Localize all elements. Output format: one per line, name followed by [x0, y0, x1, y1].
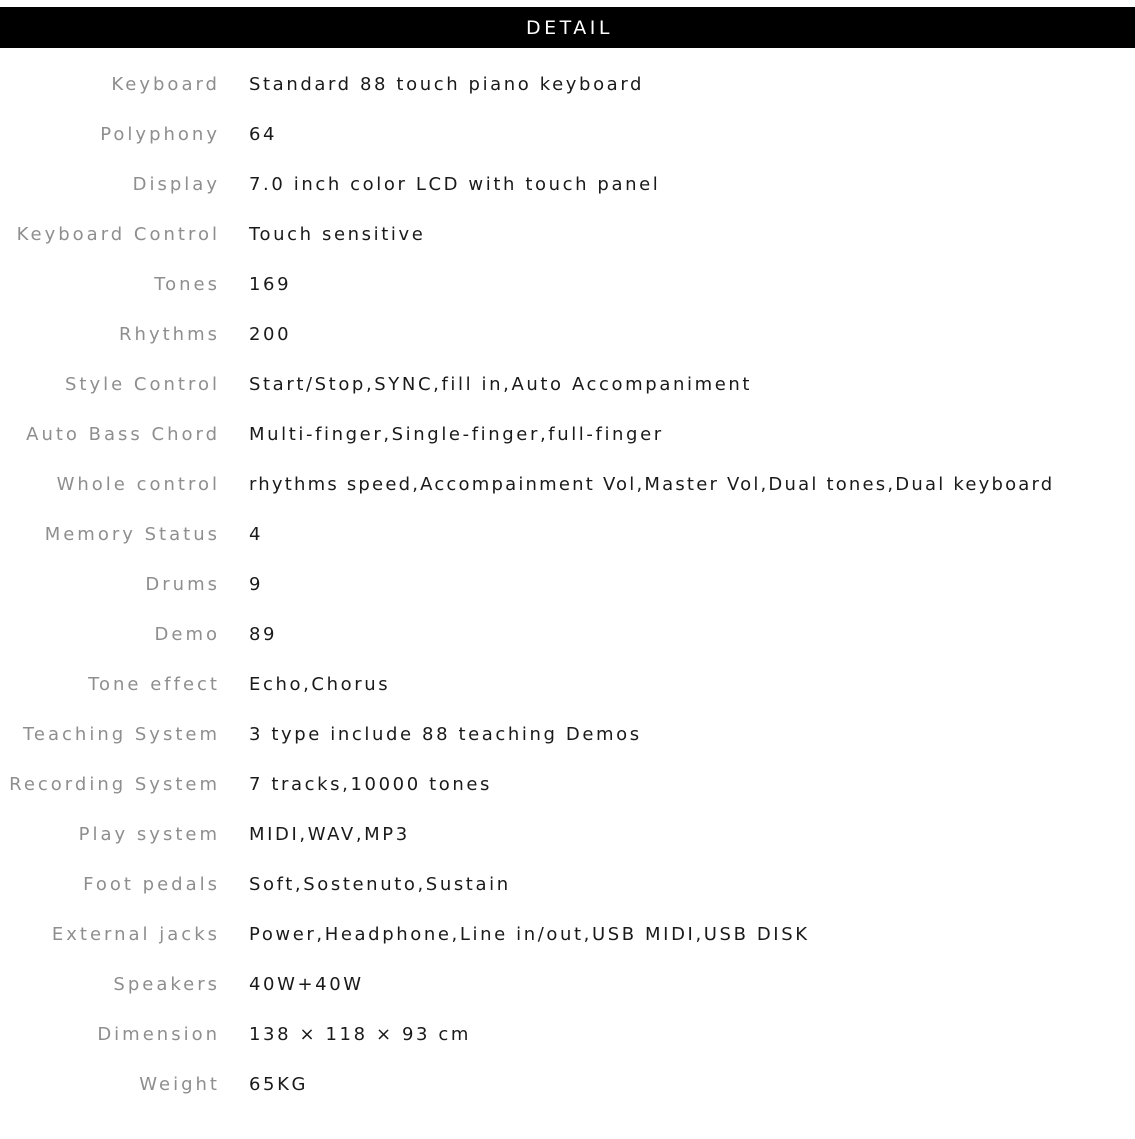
spec-value: 3 type include 88 teaching Demos — [249, 723, 642, 745]
spec-value: Start/Stop,SYNC,fill in,Auto Accompaniment — [249, 373, 753, 395]
spec-label: Demo — [154, 623, 220, 645]
spec-row-memory-status — [0, 509, 1135, 559]
spec-row-style-control — [0, 359, 1135, 409]
spec-row-weight — [0, 1059, 1135, 1109]
spec-value: Echo,Chorus — [249, 673, 391, 695]
spec-value: 4 — [249, 523, 264, 545]
spec-label: Teaching System — [22, 723, 220, 745]
spec-value: Soft,Sostenuto,Sustain — [249, 873, 511, 895]
spec-value: Power,Headphone,Line in/out,USB MIDI,USB DISK — [249, 923, 810, 945]
spec-row-dimension — [0, 1009, 1135, 1059]
spec-row-play-system — [0, 809, 1135, 859]
spec-value: Standard 88 touch piano keyboard — [249, 73, 645, 95]
spec-list — [0, 59, 1135, 1109]
spec-value: Touch sensitive — [249, 223, 426, 245]
spec-label: Speakers — [113, 973, 220, 995]
spec-value: 7.0 inch color LCD with touch panel — [249, 173, 661, 195]
detail-title: DETAIL — [526, 16, 613, 39]
spec-row-polyphony — [0, 109, 1135, 159]
spec-row-auto-bass-chord — [0, 409, 1135, 459]
spec-label: Tones — [154, 273, 220, 295]
spec-row-teaching-system — [0, 709, 1135, 759]
spec-value: 138 × 118 × 93 cm — [249, 1023, 472, 1045]
spec-label: Keyboard — [111, 73, 220, 95]
spec-value: 169 — [249, 273, 292, 295]
spec-row-tones — [0, 259, 1135, 309]
spec-label: Keyboard Control — [16, 223, 220, 245]
spec-row-display — [0, 159, 1135, 209]
spec-row-keyboard — [0, 59, 1135, 109]
spec-label: Weight — [139, 1073, 220, 1095]
spec-label: Tone effect — [88, 673, 220, 695]
spec-row-recording-system — [0, 759, 1135, 809]
detail-header-bar — [0, 7, 1135, 48]
spec-value: 9 — [249, 573, 264, 595]
spec-row-foot-pedals — [0, 859, 1135, 909]
spec-row-rhythms — [0, 309, 1135, 359]
spec-row-drums — [0, 559, 1135, 609]
spec-row-speakers — [0, 959, 1135, 1009]
spec-label: Polyphony — [100, 123, 220, 145]
spec-value: 89 — [249, 623, 278, 645]
spec-label: Auto Bass Chord — [26, 423, 220, 445]
spec-value: Multi-finger,Single-finger,full-finger — [249, 423, 664, 445]
spec-label: Style Control — [65, 373, 220, 395]
spec-label: Dimension — [97, 1023, 220, 1045]
spec-label: Rhythms — [119, 323, 220, 345]
spec-value: 65KG — [249, 1073, 309, 1095]
spec-value: 64 — [249, 123, 278, 145]
spec-value: rhythms speed,Accompainment Vol,Master Vol,Dual tones,Dual keyboard — [249, 473, 1055, 495]
spec-row-external-jacks — [0, 909, 1135, 959]
spec-label: Memory Status — [44, 523, 220, 545]
spec-label: Display — [132, 173, 220, 195]
spec-value: MIDI,WAV,MP3 — [249, 823, 410, 845]
spec-label: Foot pedals — [83, 873, 220, 895]
spec-label: Drums — [145, 573, 220, 595]
spec-row-keyboard-control — [0, 209, 1135, 259]
spec-label: Whole control — [56, 473, 220, 495]
spec-value: 40W+40W — [249, 973, 364, 995]
spec-row-tone-effect — [0, 659, 1135, 709]
spec-label: External jacks — [51, 923, 220, 945]
spec-label: Recording System — [9, 773, 220, 795]
spec-value: 7 tracks,10000 tones — [249, 773, 492, 795]
spec-value: 200 — [249, 323, 292, 345]
spec-row-demo — [0, 609, 1135, 659]
spec-label: Play system — [78, 823, 220, 845]
spec-row-whole-control — [0, 459, 1135, 509]
